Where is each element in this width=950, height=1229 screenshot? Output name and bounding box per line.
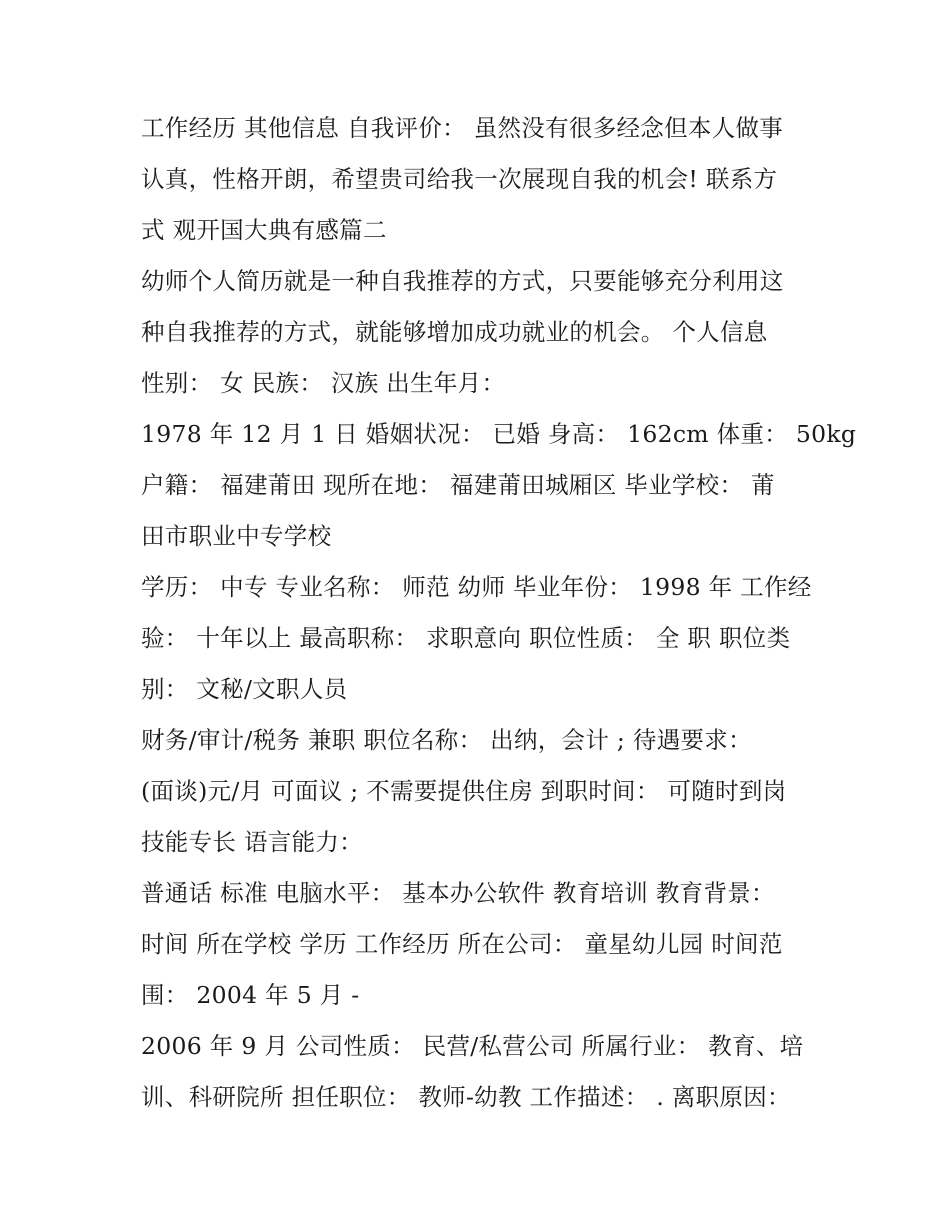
text-line: 工作经历 其他信息 自我评价： 虽然没有很多经念但本人做事 (141, 114, 784, 142)
text-line: 学历： 中专 专业名称： 师范 幼师 毕业年份： 1998 年 工作经 (141, 573, 812, 601)
text-line: 户籍： 福建莆田 现所在地： 福建莆田城厢区 毕业学校： 莆 (141, 471, 775, 499)
document-body (141, 103, 857, 1123)
text-line: 认真，性格开朗，希望贵司给我一次展现自我的机会! 联系方 (141, 165, 778, 193)
text-line: (面谈)元/月 可面议 ; 不需要提供住房 到职时间： 可随时到岗 (141, 777, 787, 805)
text-line: 种自我推荐的方式，就能够增加成功就业的机会。 个人信息 (141, 318, 768, 346)
text-line: 验： 十年以上 最高职称： 求职意向 职位性质： 全 职 职位类 (141, 624, 791, 652)
text-line: 别： 文秘/文职人员 (141, 675, 348, 703)
text-line: 2006 年 9 月 公司性质： 民营/私营公司 所属行业： 教育、培 (141, 1032, 804, 1060)
text-line: 时间 所在学校 学历 工作经历 所在公司： 童星幼儿园 时间范 (141, 930, 783, 958)
text-line: 训、科研院所 担任职位： 教师-幼教 工作描述： . 离职原因： (141, 1083, 791, 1111)
text-line: 式 观开国大典有感篇二 (141, 216, 387, 244)
text-line: 财务/审计/税务 兼职 职位名称： 出纳，会计 ; 待遇要求： (141, 726, 752, 754)
text-line: 幼师个人简历就是一种自我推荐的方式，只要能够充分利用这 (141, 267, 784, 295)
text-line: 技能专长 语言能力： (141, 828, 363, 856)
text-line: 田市职业中专学校 (141, 522, 332, 550)
text-line: 围： 2004 年 5 月 - (141, 981, 360, 1009)
text-line: 性别： 女 民族： 汉族 出生年月： (141, 369, 506, 397)
text-line: 普通话 标准 电脑水平： 基本办公软件 教育培训 教育背景： (141, 879, 775, 907)
text-line: 1978 年 12 月 1 日 婚姻状况： 已婚 身高： 162cm 体重： 50kg (141, 420, 857, 448)
